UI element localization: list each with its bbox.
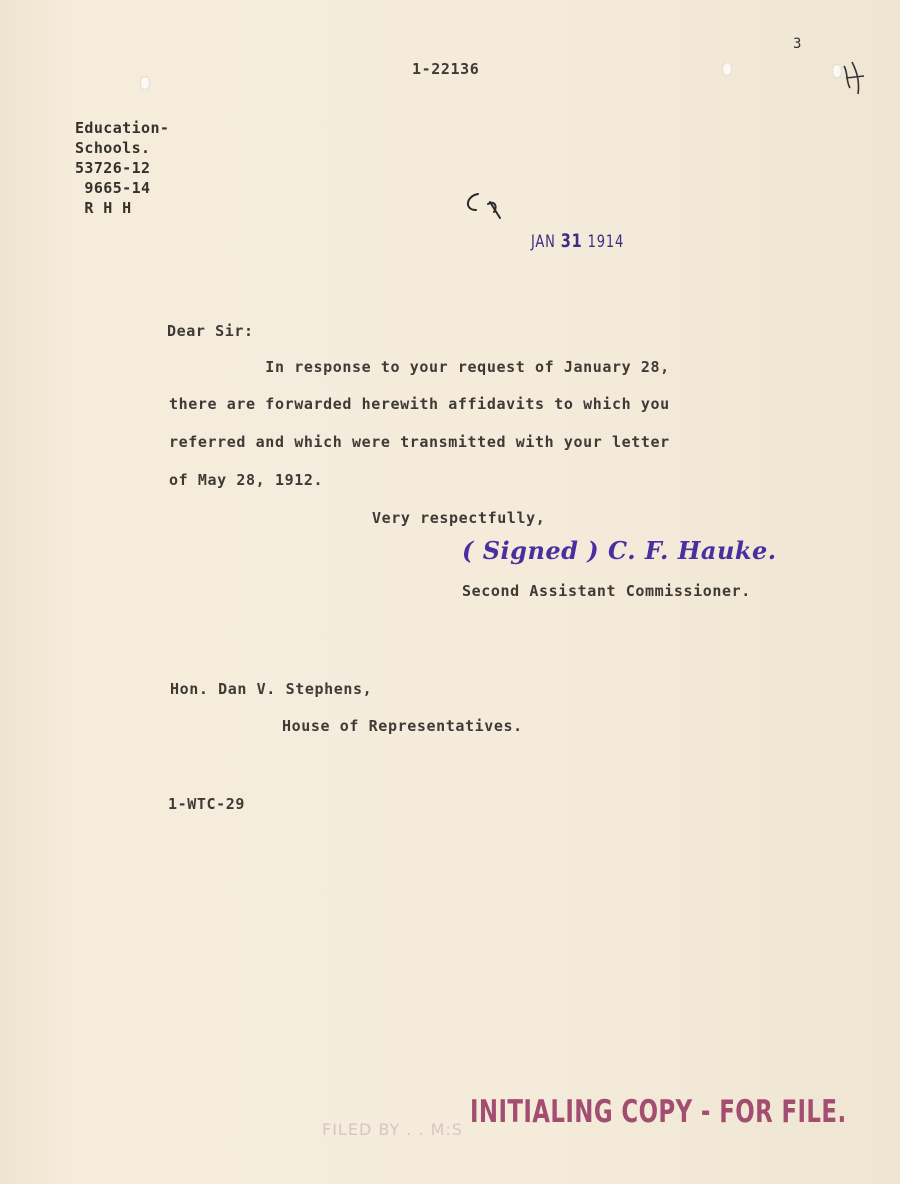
signature-stamp: ( Signed ) C. F. Hauke. (462, 536, 777, 565)
file-code: 1-22136 (412, 60, 480, 78)
closing: Very respectfully, (372, 509, 546, 527)
reference-line: 9665-14 (75, 179, 151, 197)
addressee-name: Hon. Dan V. Stephens, (170, 680, 373, 698)
handwritten-initials (838, 58, 868, 98)
page-number: 3 (793, 36, 802, 52)
signer-title: Second Assistant Commissioner. (462, 582, 751, 600)
body-line: In response to your request of January 28, (169, 358, 670, 376)
faint-filed-stamp: FILED BY . . M:S (322, 1120, 464, 1139)
reference-line: Education- (75, 119, 170, 137)
body-line: referred and which were transmitted with your letter (169, 433, 670, 451)
date-stamp-year: 1914 (587, 232, 625, 252)
reference-line: R H H (75, 199, 132, 217)
punch-hole (722, 62, 732, 76)
pencil-mark (460, 188, 520, 228)
body-line: of May 28, 1912. (169, 471, 324, 489)
reference-line: 53726-12 (75, 159, 151, 177)
reference-block (75, 118, 169, 218)
date-stamp (531, 230, 624, 252)
salutation: Dear Sir: (167, 322, 254, 340)
punch-hole (140, 76, 150, 90)
reference-line: Schools. (75, 139, 151, 157)
addressee-organization: House of Representatives. (282, 717, 523, 735)
date-stamp-day: 31 (560, 230, 583, 252)
body-line: there are forwarded herewith affidavits to which you (169, 395, 670, 413)
file-reference: 1-WTC-29 (168, 795, 246, 813)
date-stamp-month: JAN (531, 232, 556, 252)
initialing-copy-stamp: INITIALING COPY - FOR FILE. (470, 1094, 847, 1130)
